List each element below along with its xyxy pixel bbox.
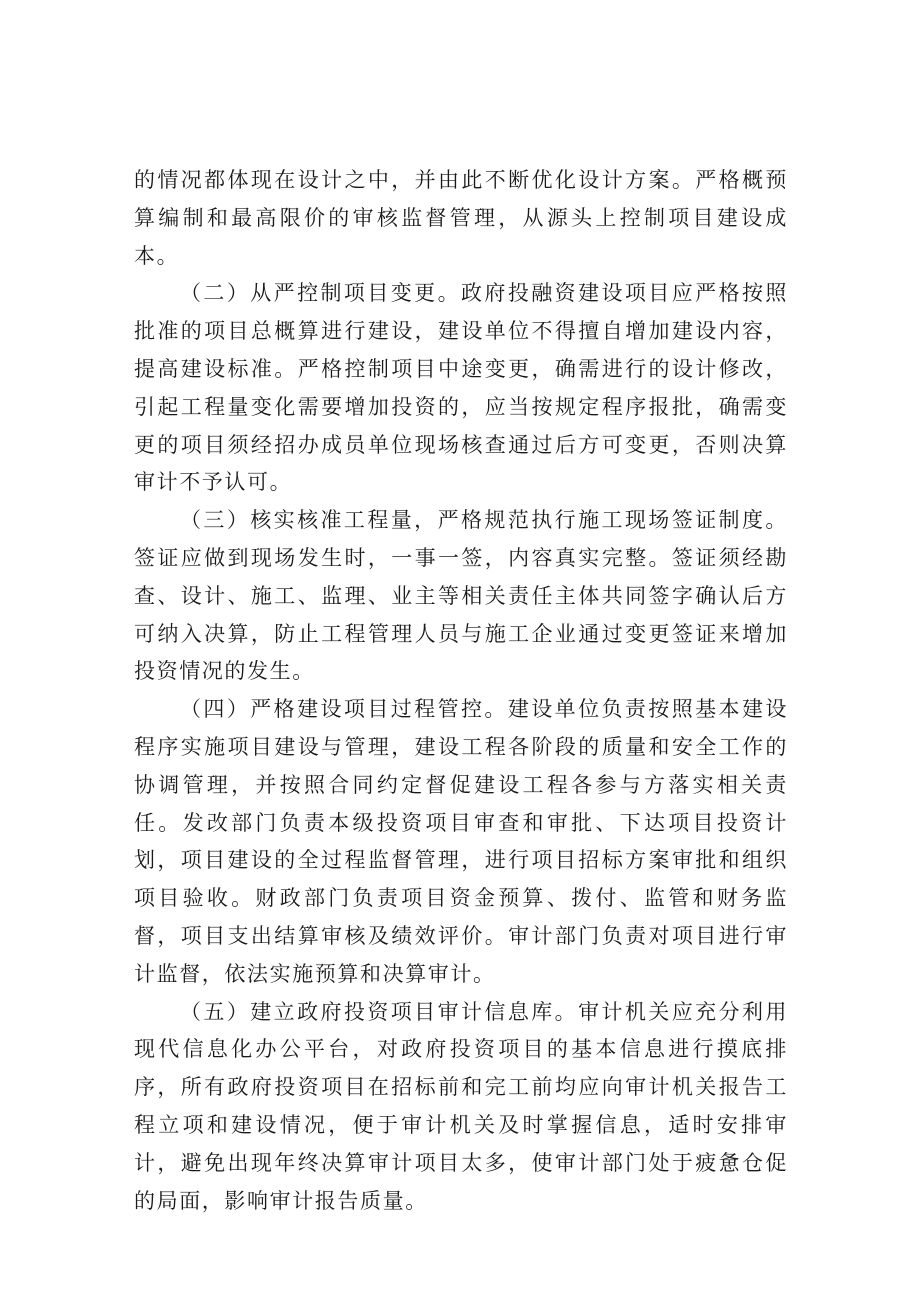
paragraph-quantity-verification: （三）核实核准工程量，严格规范执行施工现场签证制度。签证应做到现场发生时，一事一签，内容真实完整。签证须经勘查、设计、施工、监理、业主等相关责任主体共同签字确认后方可纳入决算，防止工程管理人员与施工企业通过变更签证来增加投资情况的发生。 (134, 508, 788, 684)
paragraph-audit-database: （五）建立政府投资项目审计信息库。审计机关应充分利用现代信息化办公平台，对政府投资项目的基本信息进行摸底排序，所有政府投资项目在招标前和完工前均应向审计机关报告工程立项和建设情况，便于审计机关及时掌握信息，适时安排审计，避免出现年终决算审计项目太多，使审计部门处于疲惫仓促的局面，影响审计报告质量。 (134, 999, 788, 1213)
paragraph-project-change-control: （二）从严控制项目变更。政府投融资建设项目应严格按照批准的项目总概算进行建设，建设单位不得擅自增加建设内容，提高建设标准。严格控制项目中途变更，确需进行的设计修改，引起工程量变化需要增加投资的，应当按规定程序报批，确需变更的项目须经招办成员单位现场核查通过后方可变更，否则决算审计不予认可。 (134, 281, 788, 495)
paragraph-continuation: 的情况都体现在设计之中，并由此不断优化设计方案。严格概预算编制和最高限价的审核监督管理，从源头上控制项目建设成本。 (134, 168, 788, 268)
paragraph-process-control: （四）严格建设项目过程管控。建设单位负责按照基本建设程序实施项目建设与管理，建设工程各阶段的质量和安全工作的协调管理，并按照合同约定督促建设工程各参与方落实相关责任。发改部门负责本级投资项目审查和审批、下达项目投资计划，项目建设的全过程监督管理，进行项目招标方案审批和组织项目验收。财政部门负责项目资金预算、拨付、监管和财务监督，项目支出结算审核及绩效评价。审计部门负责对项目进行审计监督，依法实施预算和决算审计。 (134, 697, 788, 986)
document-body (134, 162, 788, 1220)
